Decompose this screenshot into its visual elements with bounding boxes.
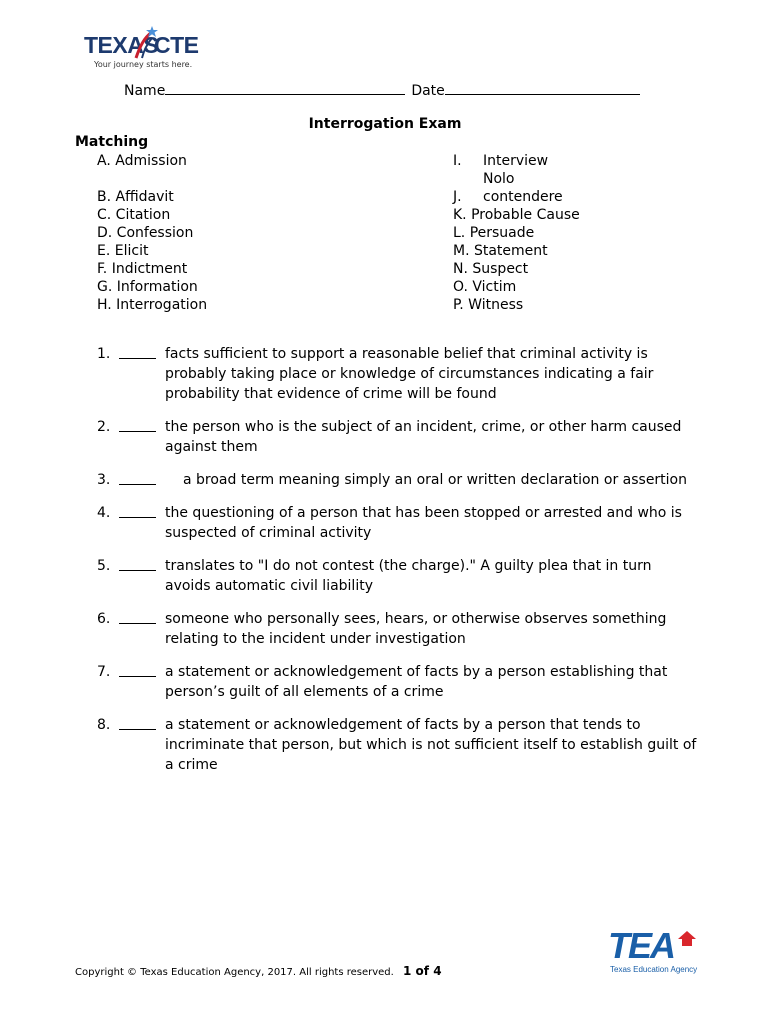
term-j-text: contendere [483, 189, 563, 205]
term-f: F. Indictment [97, 261, 188, 277]
term-c: C. Citation [97, 207, 171, 223]
question-text: the questioning of a person that has been stopped or arrested and who is suspected of criminal activity [165, 505, 682, 541]
question-number: 6. [97, 611, 111, 627]
question-1 [97, 344, 697, 404]
question-8 [97, 715, 697, 775]
term-o: O. Victim [453, 279, 517, 295]
name-field[interactable] [165, 80, 405, 95]
term-l: L. Persuade [453, 225, 535, 241]
answer-blank[interactable] [119, 417, 156, 432]
date-label: Date [411, 83, 445, 99]
terms-left-column [97, 152, 207, 314]
section-heading: Matching [75, 134, 149, 150]
term-i-letter: I. [453, 153, 462, 169]
term-g: G. Information [97, 279, 198, 295]
question-2 [97, 417, 697, 457]
term-i [453, 152, 580, 170]
question-4 [97, 503, 697, 543]
question-list [97, 344, 697, 788]
question-text: the person who is the subject of an incident, crime, or other harm caused against them [165, 419, 682, 455]
term-i-text: Interview [483, 153, 549, 169]
question-number: 7. [97, 664, 111, 680]
question-text: a statement or acknowledgement of facts by a person that tends to incriminate that person, but which is not sufficient itself to establish guilt of a crime [165, 717, 697, 773]
question-number: 2. [97, 419, 111, 435]
question-3 [97, 470, 697, 490]
terms-right-column [453, 152, 580, 314]
answer-blank[interactable] [119, 470, 156, 485]
question-text: facts sufficient to support a reasonable belief that criminal activity is probably taking place or knowledge of circumstances indicating a fair probability that evidence of crime will be found [165, 346, 654, 402]
question-5 [97, 556, 697, 596]
question-number: 8. [97, 717, 111, 733]
term-j-letter: J. [453, 189, 462, 205]
question-text: a statement or acknowledgement of facts by a person establishing that person’s guilt of all elements of a crime [165, 664, 668, 700]
page-footer [75, 964, 442, 978]
term-e: E. Elicit [97, 243, 149, 259]
term-b: B. Affidavit [97, 189, 174, 205]
term-m: M. Statement [453, 243, 548, 259]
term-a: A. Admission [97, 153, 187, 169]
answer-blank[interactable] [119, 344, 156, 359]
page-number: 1 of 4 [403, 964, 442, 978]
question-number: 1. [97, 346, 111, 362]
tea-logo-subtitle: Texas Education Agency [610, 965, 698, 974]
logo-texas-word: TEXAS [84, 32, 159, 58]
house-arrow-icon [676, 929, 698, 947]
texas-cte-logo [84, 26, 204, 72]
term-h: H. Interrogation [97, 297, 208, 313]
exam-title-row [0, 116, 770, 132]
answer-blank[interactable] [119, 662, 156, 677]
exam-title: Interrogation Exam [308, 116, 462, 132]
question-number: 3. [97, 472, 111, 488]
question-number: 4. [97, 505, 111, 521]
question-number: 5. [97, 558, 111, 574]
term-d: D. Confession [97, 225, 194, 241]
logo-cte-word: CTE [154, 32, 199, 58]
name-date-row [124, 80, 640, 99]
answer-blank[interactable] [119, 503, 156, 518]
term-p: P. Witness [453, 297, 524, 313]
term-k: K. Probable Cause [453, 207, 580, 223]
question-text: translates to "I do not contest (the charge)." A guilty plea that in turn avoids automatic civil liability [165, 558, 652, 594]
question-6 [97, 609, 697, 649]
question-text: a broad term meaning simply an oral or written declaration or assertion [183, 472, 687, 488]
tea-logo [604, 925, 700, 980]
name-label: Name [124, 83, 166, 99]
question-7 [97, 662, 697, 702]
copyright-text: Copyright © Texas Education Agency, 2017. All rights reserved. [75, 967, 394, 978]
question-text: someone who personally sees, hears, or otherwise observes something relating to the incident under investigation [165, 611, 667, 647]
answer-blank[interactable] [119, 556, 156, 571]
logo-tagline: Your journey starts here. [94, 60, 193, 69]
answer-blank[interactable] [119, 609, 156, 624]
term-j [453, 188, 580, 206]
term-nolo: Nolo [483, 171, 515, 187]
term-n: N. Suspect [453, 261, 529, 277]
answer-blank[interactable] [119, 715, 156, 730]
tea-logo-word: TEA [608, 925, 674, 966]
date-field[interactable] [445, 80, 640, 95]
